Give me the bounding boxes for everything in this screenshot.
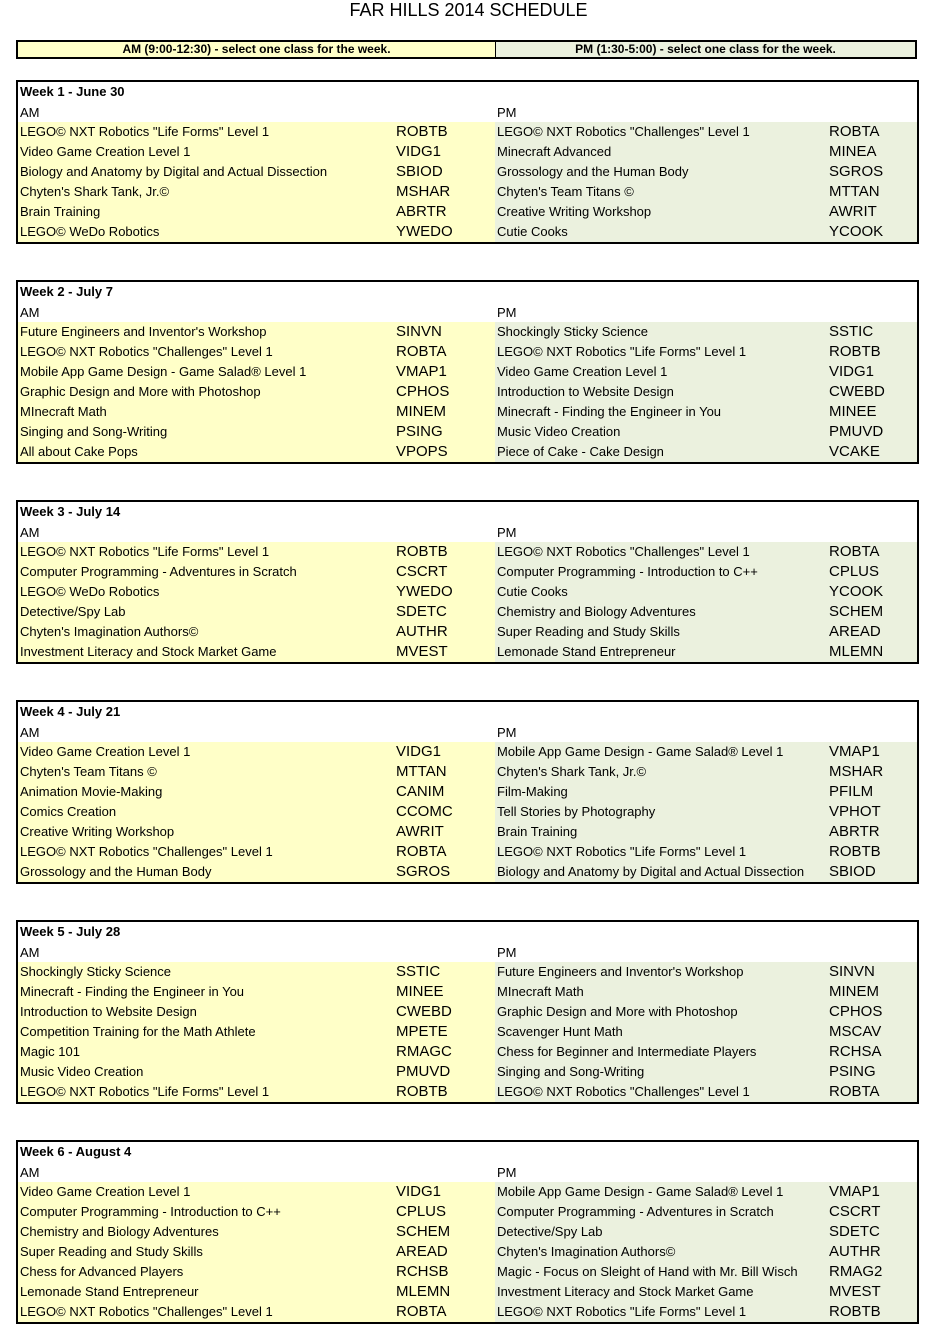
pm-class-code: YCOOK [829,583,884,600]
pm-class-code: VMAP1 [829,743,880,760]
pm-class-code: VIDG1 [829,363,875,380]
class-row [18,762,917,782]
pm-class-name: Mobile App Game Design - Game Salad® Level 1 [497,1184,784,1199]
am-class-name: Competition Training for the Math Athlete [20,1024,256,1039]
pm-class-name: Mobile App Game Design - Game Salad® Level 1 [497,744,784,759]
am-class-code: AUTHR [396,623,448,640]
class-row [18,1262,917,1282]
pm-class-code: MVEST [829,1283,881,1300]
am-class-code: VPOPS [396,443,448,460]
am-class-name: Introduction to Website Design [20,1004,197,1019]
week-block [16,920,919,1104]
pm-class-code: VCAKE [829,443,880,460]
am-label: AM [20,105,40,120]
am-class-code: MLEMN [396,1283,451,1300]
pm-class-name: Shockingly Sticky Science [497,324,649,339]
pm-label: PM [497,725,517,740]
class-row [18,562,917,582]
pm-class-name: LEGO© NXT Robotics "Challenges" Level 1 [497,544,750,559]
am-label: AM [20,725,40,740]
pm-class-code: VPHOT [829,803,881,820]
am-class-name: Biology and Anatomy by Digital and Actual Dissection [20,164,328,179]
week-block [16,1140,919,1324]
session-labels [18,722,917,742]
am-session-header: AM (9:00-12:30) - select one class for the week. [18,42,496,57]
am-label: AM [20,525,40,540]
week-title: Week 4 - July 21 [20,704,121,719]
am-class-name: Lemonade Stand Entrepreneur [20,1284,199,1299]
pm-label: PM [497,305,517,320]
pm-class-code: PSING [829,1063,876,1080]
class-row [18,382,917,402]
am-class-code: MVEST [396,643,448,660]
pm-class-name: Graphic Design and More with Photoshop [497,1004,738,1019]
am-class-code: VIDG1 [396,1183,442,1200]
am-class-code: SCHEM [396,1223,451,1240]
pm-label: PM [497,105,517,120]
pm-label: PM [497,945,517,960]
class-row [18,202,917,222]
class-row [18,1062,917,1082]
am-class-code: ROBTB [396,123,448,140]
pm-class-code: MSCAV [829,1023,882,1040]
class-row [18,322,917,342]
class-row [18,1002,917,1022]
pm-class-code: ABRTR [829,823,880,840]
pm-class-name: Investment Literacy and Stock Market Game [497,1284,754,1299]
am-class-code: ROBTA [396,1303,447,1320]
pm-class-name: Creative Writing Workshop [497,204,652,219]
am-class-code: CANIM [396,783,445,800]
am-class-name: LEGO© NXT Robotics "Life Forms" Level 1 [20,124,270,139]
class-row [18,782,917,802]
pm-class-name: LEGO© NXT Robotics "Life Forms" Level 1 [497,844,747,859]
class-row [18,962,917,982]
pm-class-code: ROBTA [829,543,880,560]
am-class-code: SSTIC [396,963,441,980]
am-class-name: LEGO© NXT Robotics "Life Forms" Level 1 [20,1084,270,1099]
am-class-name: Video Game Creation Level 1 [20,744,191,759]
am-class-code: SGROS [396,863,451,880]
pm-class-code: ROBTB [829,843,881,860]
week-block [16,700,919,884]
pm-class-name: Future Engineers and Inventor's Workshop [497,964,744,979]
am-class-name: MInecraft Math [20,404,107,419]
pm-class-code: YCOOK [829,223,884,240]
am-class-name: Chyten's Shark Tank, Jr.© [20,184,170,199]
pm-class-name: Chyten's Team Titans © [497,184,634,199]
pm-class-code: SGROS [829,163,884,180]
am-class-name: Investment Literacy and Stock Market Game [20,644,277,659]
am-class-name: Computer Programming - Introduction to C++ [20,1204,281,1219]
am-label: AM [20,945,40,960]
pm-class-code: MSHAR [829,763,884,780]
am-class-code: ABRTR [396,203,447,220]
pm-class-code: CWEBD [829,383,885,400]
pm-class-code: RMAG2 [829,1263,883,1280]
class-row [18,142,917,162]
class-row [18,402,917,422]
pm-label: PM [497,1165,517,1180]
am-class-name: Graphic Design and More with Photoshop [20,384,261,399]
am-class-code: MSHAR [396,183,451,200]
session-labels [18,102,917,122]
class-row [18,582,917,602]
am-class-name: LEGO© NXT Robotics "Life Forms" Level 1 [20,544,270,559]
class-row [18,222,917,242]
pm-class-name: Singing and Song-Writing [497,1064,645,1079]
am-class-code: PSING [396,423,443,440]
am-class-code: CPLUS [396,1203,447,1220]
pm-class-name: Chemistry and Biology Adventures [497,604,696,619]
pm-class-name: Grossology and the Human Body [497,164,689,179]
am-class-name: Computer Programming - Adventures in Scratch [20,564,297,579]
pm-class-name: Chess for Beginner and Intermediate Players [497,1044,757,1059]
pm-class-code: PMUVD [829,423,884,440]
pm-class-name: LEGO© NXT Robotics "Challenges" Level 1 [497,124,750,139]
week-title: Week 6 - August 4 [20,1144,132,1159]
class-row [18,862,917,882]
am-class-name: LEGO© NXT Robotics "Challenges" Level 1 [20,344,273,359]
am-class-code: MTTAN [396,763,447,780]
pm-class-name: Film-Making [497,784,568,799]
am-class-name: Comics Creation [20,804,117,819]
pm-class-name: Cutie Cooks [497,584,568,599]
am-class-code: AREAD [396,1243,448,1260]
class-row [18,1042,917,1062]
pm-class-code: PFILM [829,783,874,800]
class-row [18,1242,917,1262]
am-class-name: Mobile App Game Design - Game Salad® Level 1 [20,364,307,379]
am-class-code: AWRIT [396,823,444,840]
week-title: Week 3 - July 14 [20,504,121,519]
pm-class-code: AWRIT [829,203,877,220]
page-title: FAR HILLS 2014 SCHEDULE [349,0,588,20]
pm-class-name: Tell Stories by Photography [497,804,656,819]
am-class-code: CSCRT [396,563,448,580]
am-class-name: Animation Movie-Making [20,784,163,799]
pm-class-code: ROBTA [829,1083,880,1100]
pm-class-code: SINVN [829,963,875,980]
pm-class-name: Brain Training [497,824,578,839]
am-class-name: Shockingly Sticky Science [20,964,172,979]
class-row [18,1282,917,1302]
class-row [18,542,917,562]
class-row [18,1182,917,1202]
pm-class-name: Lemonade Stand Entrepreneur [497,644,676,659]
pm-class-name: MInecraft Math [497,984,584,999]
am-class-code: ROBTB [396,543,448,560]
pm-class-name: Minecraft Advanced [497,144,612,159]
am-class-code: CWEBD [396,1003,452,1020]
am-class-name: All about Cake Pops [20,444,138,459]
pm-class-code: CPLUS [829,563,880,580]
pm-class-code: VMAP1 [829,1183,880,1200]
am-class-name: Future Engineers and Inventor's Workshop [20,324,267,339]
am-class-code: MINEE [396,983,444,1000]
session-labels [18,302,917,322]
am-class-code: SINVN [396,323,442,340]
am-class-name: Chemistry and Biology Adventures [20,1224,219,1239]
am-class-code: VMAP1 [396,363,447,380]
pm-class-code: CSCRT [829,1203,881,1220]
pm-class-name: LEGO© NXT Robotics "Challenges" Level 1 [497,1084,750,1099]
pm-class-code: CPHOS [829,1003,883,1020]
am-class-code: YWEDO [396,583,453,600]
am-class-code: VIDG1 [396,743,442,760]
am-class-code: RMAGC [396,1043,452,1060]
pm-class-name: Computer Programming - Adventures in Scratch [497,1204,774,1219]
class-row [18,842,917,862]
am-class-code: ROBTA [396,343,447,360]
am-class-name: Super Reading and Study Skills [20,1244,203,1259]
am-class-code: MPETE [396,1023,448,1040]
pm-class-name: Piece of Cake - Cake Design [497,444,664,459]
am-class-name: LEGO© NXT Robotics "Challenges" Level 1 [20,1304,273,1319]
pm-class-name: Chyten's Imagination Authors© [497,1244,676,1259]
pm-class-code: ROBTA [829,123,880,140]
am-class-code: MINEM [396,403,446,420]
week-block [16,80,919,244]
pm-class-name: Computer Programming - Introduction to C++ [497,564,758,579]
am-class-name: Music Video Creation [20,1064,144,1079]
pm-session-header: PM (1:30-5:00) - select one class for the week. [496,42,915,57]
class-row [18,1222,917,1242]
class-row [18,422,917,442]
pm-class-code: ROBTB [829,343,881,360]
am-class-name: Singing and Song-Writing [20,424,168,439]
pm-class-code: SCHEM [829,603,884,620]
week-title: Week 2 - July 7 [20,284,113,299]
am-class-code: CCOMC [396,803,453,820]
pm-class-code: SBIOD [829,863,876,880]
am-class-name: Grossology and the Human Body [20,864,212,879]
session-header [16,40,917,59]
pm-class-code: RCHSA [829,1043,882,1060]
am-class-name: Detective/Spy Lab [20,604,126,619]
class-row [18,342,917,362]
class-row [18,1022,917,1042]
class-row [18,182,917,202]
pm-class-name: LEGO© NXT Robotics "Life Forms" Level 1 [497,1304,747,1319]
am-class-code: ROBTA [396,843,447,860]
class-row [18,122,917,142]
am-class-name: Video Game Creation Level 1 [20,1184,191,1199]
am-class-name: LEGO© WeDo Robotics [20,224,160,239]
pm-class-name: Detective/Spy Lab [497,1224,603,1239]
pm-class-name: Video Game Creation Level 1 [497,364,668,379]
week-block [16,500,919,664]
class-row [18,1302,917,1322]
pm-class-name: Cutie Cooks [497,224,568,239]
am-class-code: CPHOS [396,383,450,400]
class-row [18,1202,917,1222]
am-class-name: Video Game Creation Level 1 [20,144,191,159]
pm-class-name: Minecraft - Finding the Engineer in You [497,404,722,419]
session-labels [18,1162,917,1182]
pm-class-name: Biology and Anatomy by Digital and Actual Dissection [497,864,805,879]
pm-class-name: Scavenger Hunt Math [497,1024,623,1039]
am-class-code: SDETC [396,603,447,620]
pm-class-name: Magic - Focus on Sleight of Hand with Mr. Bill Wisch [497,1264,798,1279]
week-title: Week 5 - July 28 [20,924,121,939]
class-row [18,822,917,842]
pm-class-code: ROBTB [829,1303,881,1320]
pm-label: PM [497,525,517,540]
class-row [18,162,917,182]
am-class-name: Chyten's Team Titans © [20,764,157,779]
class-row [18,362,917,382]
am-class-code: RCHSB [396,1263,449,1280]
class-row [18,642,917,662]
pm-class-code: SSTIC [829,323,874,340]
am-class-name: Chyten's Imagination Authors© [20,624,199,639]
session-labels [18,942,917,962]
pm-class-code: MLEMN [829,643,884,660]
am-class-name: Brain Training [20,204,101,219]
am-class-name: LEGO© NXT Robotics "Challenges" Level 1 [20,844,273,859]
class-row [18,742,917,762]
week-title: Week 1 - June 30 [20,84,125,99]
am-class-code: VIDG1 [396,143,442,160]
pm-class-name: Chyten's Shark Tank, Jr.© [497,764,647,779]
am-class-code: PMUVD [396,1063,451,1080]
pm-class-code: AREAD [829,623,881,640]
class-row [18,802,917,822]
am-class-name: Magic 101 [20,1044,80,1059]
pm-class-code: MINEA [829,143,877,160]
class-row [18,602,917,622]
am-class-name: LEGO© WeDo Robotics [20,584,160,599]
pm-class-name: LEGO© NXT Robotics "Life Forms" Level 1 [497,344,747,359]
class-row [18,622,917,642]
pm-class-code: SDETC [829,1223,880,1240]
class-row [18,442,917,462]
pm-class-code: MINEE [829,403,877,420]
am-class-code: ROBTB [396,1083,448,1100]
pm-class-code: MTTAN [829,183,880,200]
class-row [18,982,917,1002]
am-label: AM [20,305,40,320]
am-class-code: YWEDO [396,223,453,240]
am-class-code: SBIOD [396,163,443,180]
session-labels [18,522,917,542]
am-label: AM [20,1165,40,1180]
pm-class-name: Super Reading and Study Skills [497,624,680,639]
am-class-name: Chess for Advanced Players [20,1264,184,1279]
class-row [18,1082,917,1102]
pm-class-code: MINEM [829,983,879,1000]
pm-class-name: Introduction to Website Design [497,384,674,399]
am-class-name: Creative Writing Workshop [20,824,175,839]
am-class-name: Minecraft - Finding the Engineer in You [20,984,245,999]
pm-class-code: AUTHR [829,1243,881,1260]
pm-class-name: Music Video Creation [497,424,621,439]
week-block [16,280,919,464]
